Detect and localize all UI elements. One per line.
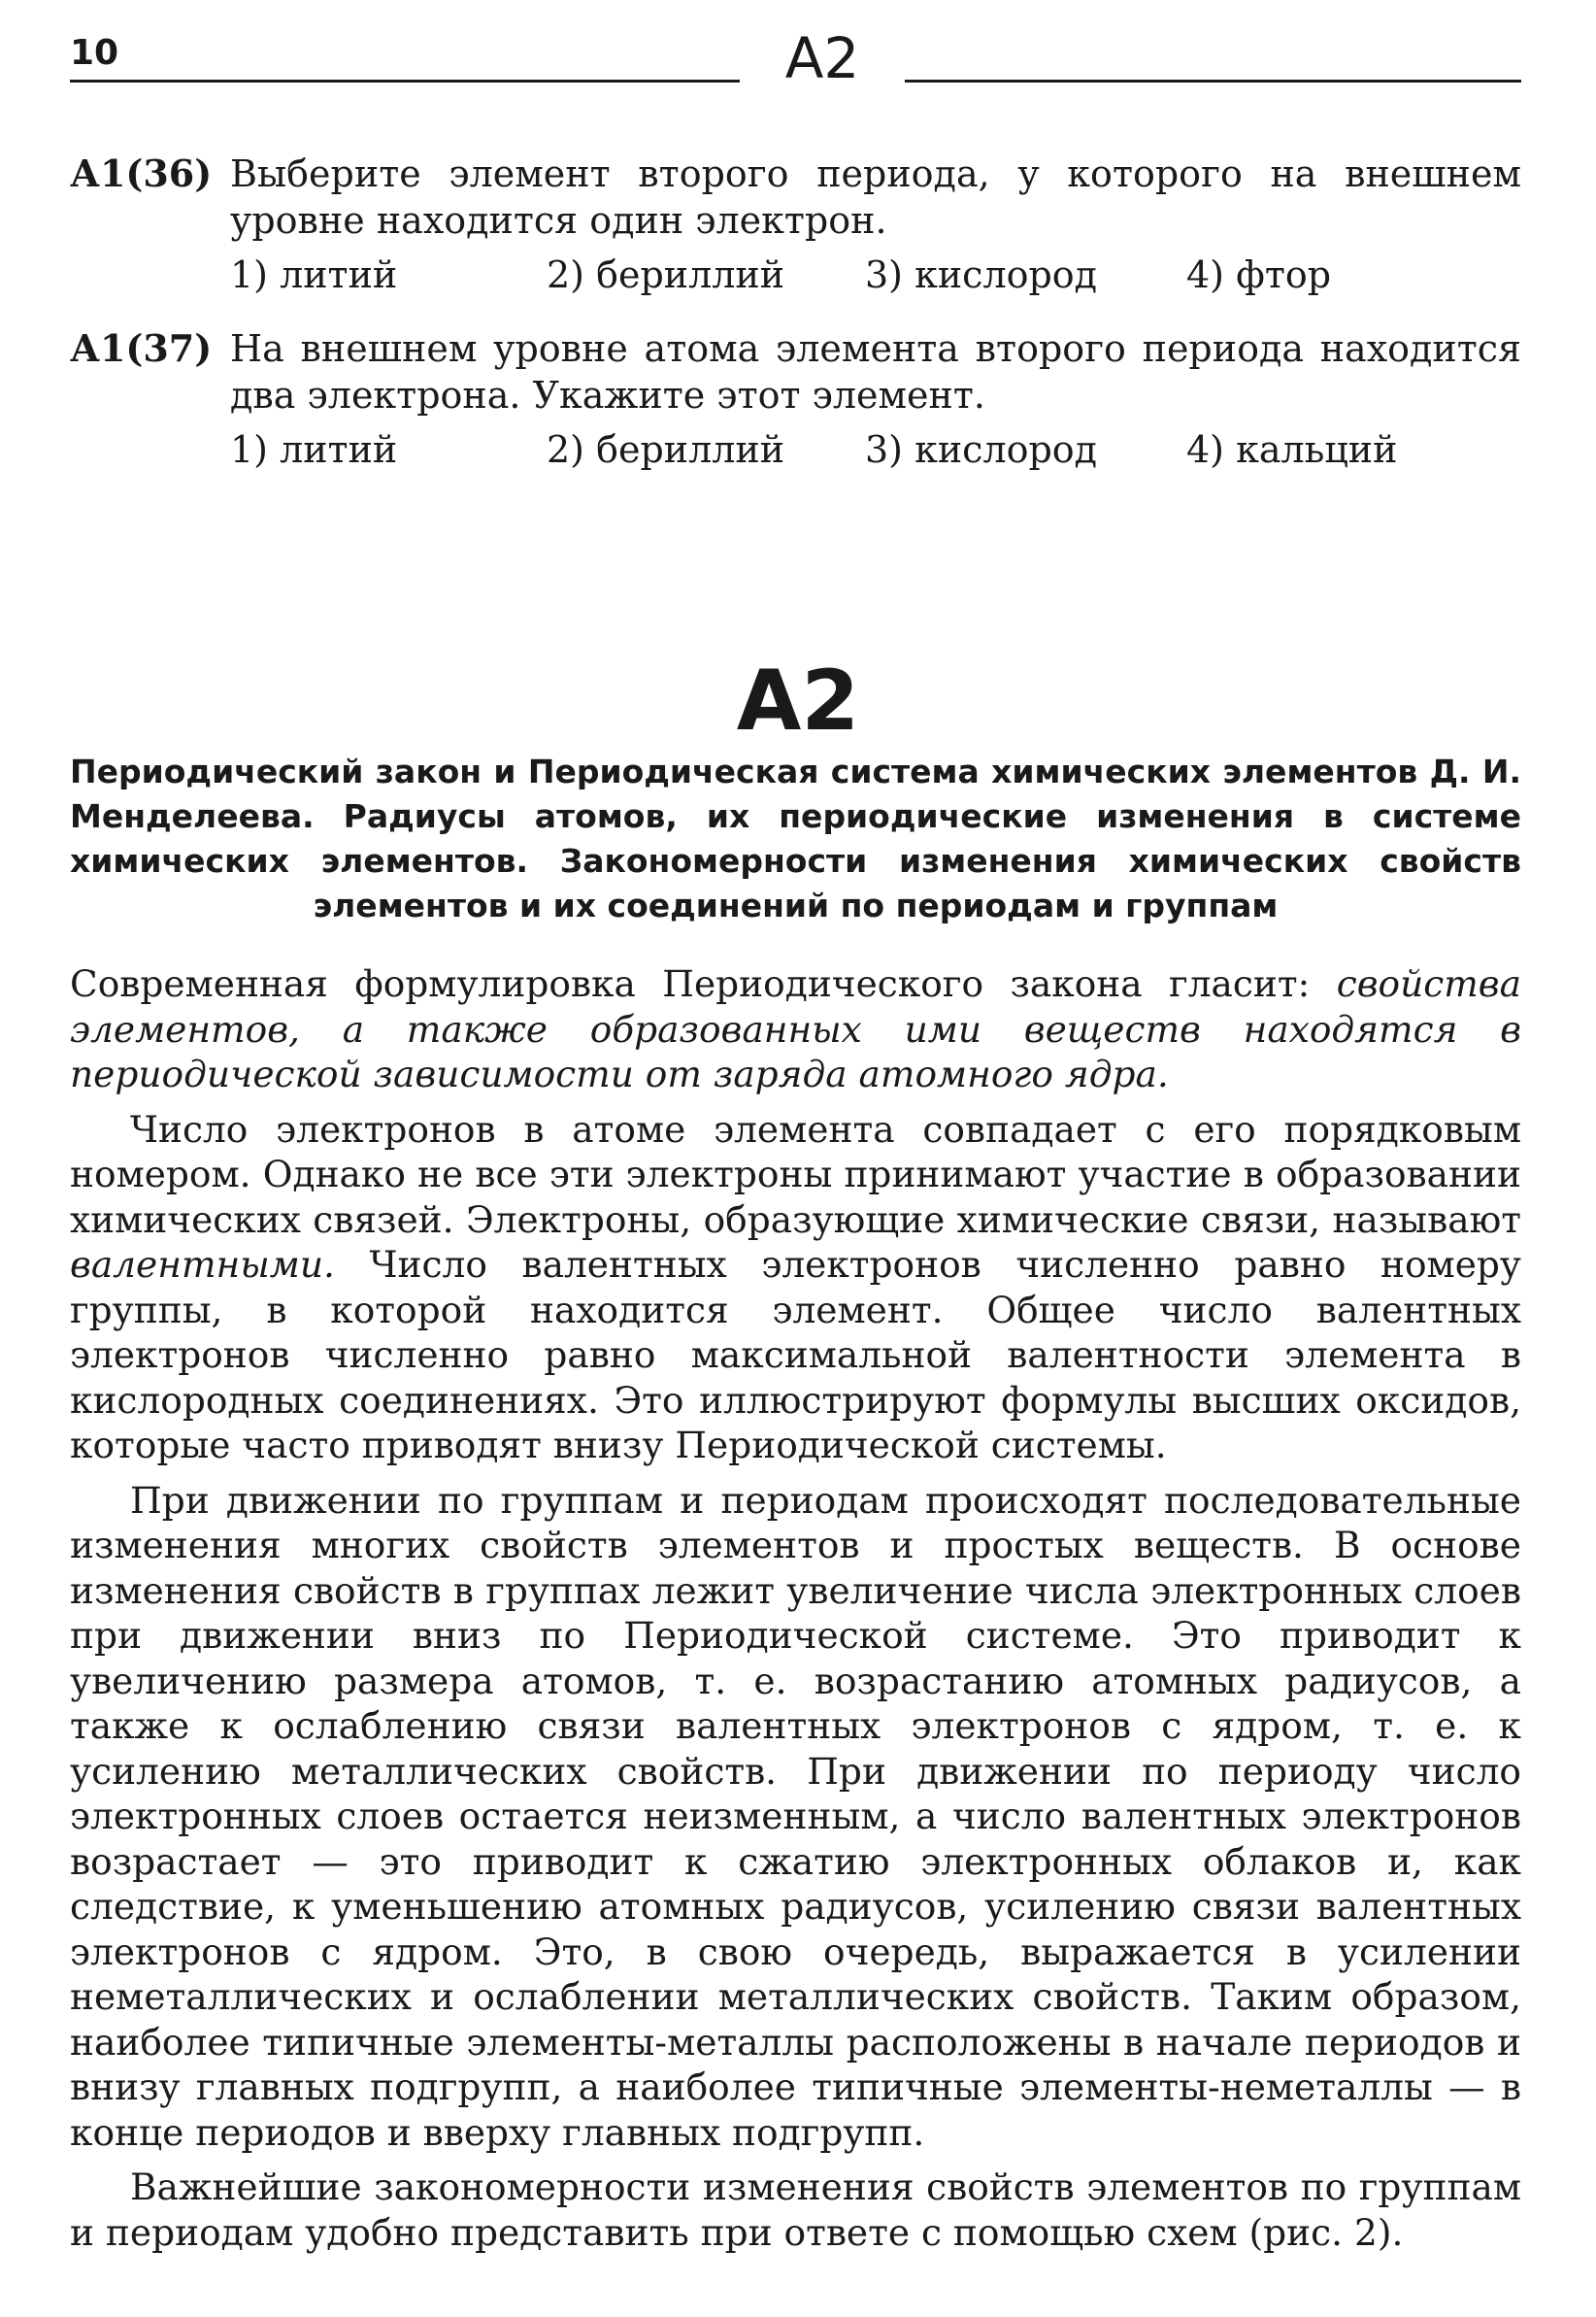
- body-text: [70, 961, 1521, 2265]
- header-section-label: A2: [784, 25, 860, 91]
- question-a1-37: [70, 325, 1521, 473]
- page-number: 10: [70, 33, 119, 73]
- section-title: A2: [736, 653, 860, 750]
- answer-options: [230, 252, 1521, 298]
- term-valence: валентными.: [70, 1243, 335, 1286]
- paragraph: [70, 961, 1521, 1097]
- running-header: [70, 25, 1521, 91]
- question-text: Выберите элемент второго периода, у которого на внешнем уровне находится один электрон.: [230, 152, 1521, 242]
- question-number: А1(36): [70, 151, 213, 195]
- section-subtitle: Периодический закон и Периодическая система химических элементов Д. И. Менделеева. Радиусы атомов, их периодические изменения в системе химических элементов. Закономерности изменения химических свойств элементов и их соединений по периодам и группам: [70, 753, 1521, 924]
- answer-option: 1) литий: [230, 428, 398, 471]
- answer-option: 2) бериллий: [547, 253, 785, 296]
- answer-option: 3) кислород: [865, 253, 1098, 296]
- header-rule: [905, 80, 1521, 83]
- answer-option: 2) бериллий: [547, 428, 785, 471]
- paragraph: Важнейшие закономерности изменения свойств элементов по группам и периодам удобно представить при ответе с помощью схем (рис. 2).: [70, 2166, 1521, 2254]
- answer-option: 4) фтор: [1186, 253, 1332, 296]
- law-definition: свойства элементов, а также образованных ими веществ находятся в периодической зависимости от заряда атомного ядра.: [70, 962, 1521, 1095]
- answer-option: 3) кислород: [865, 428, 1098, 471]
- answer-option: 1) литий: [230, 253, 398, 296]
- paragraph: При движении по группам и периодам происходят последовательные изменения многих свойств элементов и простых веществ. В основе изменения свойств в группах лежит увеличение числа электронных слоев при движении вниз по Периодической системе. Это приводит к увеличению размера атомов, т. е. возрастанию атомных радиусов, а также к ослаблению связи валентных электронов с ядром, т. е. к усилению металлических свойств. При движении по периоду число электронных слоев остается неизменным, а число валентных электронов возрастает — это приводит к сжатию электронных облаков и, как следствие, к уменьшению атомных радиусов, усилению связи валентных электронов с ядром. Это, в свою очередь, выражается в усилении неметаллических и ослаблении металлических свойств. Таким образом, наиболее типичные элементы-металлы расположены в начале периодов и внизу главных подгрупп, а наиболее типичные элементы-неметаллы — в конце периодов и вверху главных подгрупп.: [70, 1478, 1521, 2154]
- question-text: На внешнем уровне атома элемента второго периода находится два электрона. Укажите этот элемент.: [230, 327, 1521, 417]
- paragraph-text: Число валентных электронов численно равно номеру группы, в которой находится элемент. Общее число валентных электронов численно равно максимальной валентности элемента в кислородных соединениях. Это иллюстрируют формулы высших оксидов, которые часто приводят внизу Периодической системы.: [70, 1243, 1521, 1466]
- paragraph-text: Число электронов в атоме элемента совпадает с его порядковым номером. Однако не все эти электроны принимают участие в образовании химических связей. Электроны, образующие химические связи, называют: [70, 1107, 1521, 1241]
- paragraph-text: Современная формулировка Периодического закона гласит:: [70, 962, 1337, 1005]
- answer-option: 4) кальций: [1186, 428, 1398, 471]
- answer-options: [230, 426, 1521, 473]
- paragraph: [70, 1107, 1521, 1468]
- question-number: А1(37): [70, 326, 213, 370]
- header-rule: [70, 80, 740, 83]
- question-a1-36: [70, 151, 1521, 298]
